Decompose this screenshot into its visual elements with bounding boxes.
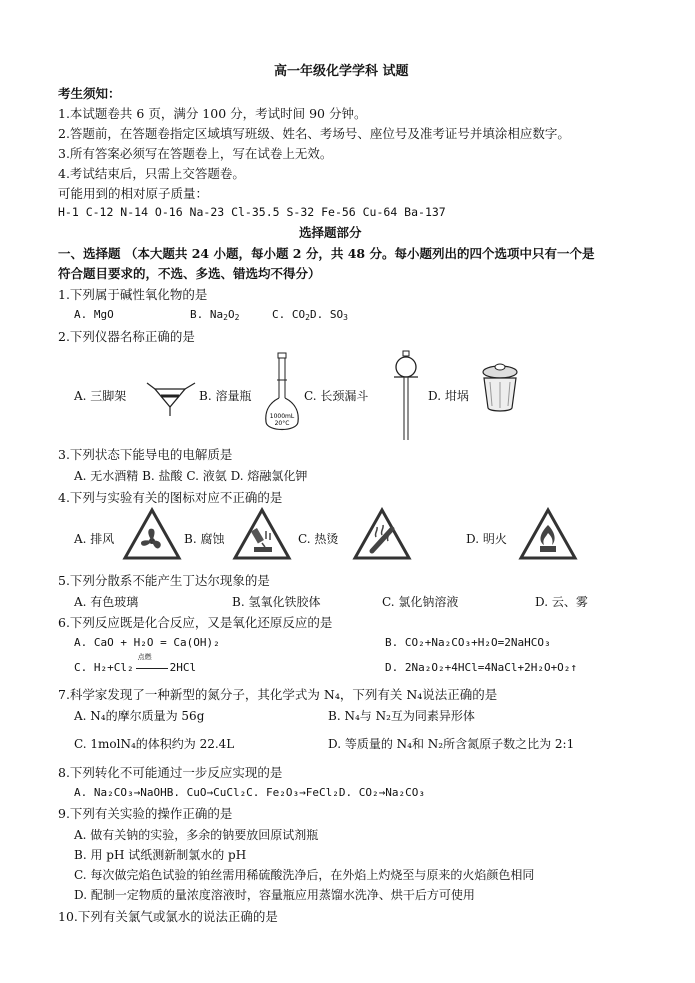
section-instruction-2: 符合题目要求的，不选、多选、错选均不得分）: [58, 266, 321, 281]
volumetric-flask-icon: [263, 352, 301, 436]
notice-item-3: 3.所有答案必须写在答题卷上，写在试卷上无效。: [58, 146, 333, 161]
q3-stem: 3.下列状态下能导电的电解质是: [58, 447, 233, 462]
q7-stem: 7.科学家发现了一种新型的氮分子，其化学式为 N₄，下列有关 N₄说法正确的是: [58, 687, 498, 702]
q7-option-c: C. 1molN₄的体积约为 22.4L: [74, 737, 235, 751]
q9-stem: 9.下列有关实验的操作正确的是: [58, 806, 233, 821]
q6-option-c: C. H₂+Cl₂ 点燃 2HCl: [74, 653, 197, 674]
notice-item-2: 2.答题前，在答题卷指定区域填写班级、姓名、考场号、座位号及准考证号并填涂相应数字。: [58, 126, 570, 141]
q2-option-b: B. 溶量瓶: [199, 389, 252, 403]
atomic-masses: H-1 C-12 N-14 O-16 Na-23 Cl-35.5 S-32 Fe-56 Cu-64 Ba-137: [58, 205, 446, 219]
corrosion-icon: [232, 507, 292, 561]
q7-option-a: A. N₄的摩尔质量为 56g: [74, 709, 205, 723]
tripod-icon: [145, 375, 197, 417]
q9-option-c: C. 每次做完焰色试验的铂丝需用稀硫酸洗净后，在外焰上灼烧至与原来的火焰颜色相同: [74, 868, 535, 882]
q4-option-c: C. 热烫: [298, 532, 339, 546]
q6-option-b: B. CO₂+Na₂CO₃+H₂O=2NaHCO₃: [385, 636, 551, 649]
q7-option-b: B. N₄与 N₂互为同素异形体: [328, 709, 475, 723]
flask-label-temp: 20°C: [274, 420, 290, 427]
q6-option-d: D. 2Na₂O₂+4HCl=4NaCl+2H₂O+O₂↑: [385, 661, 578, 674]
q5-stem: 5.下列分散系不能产生丁达尔现象的是: [58, 573, 270, 588]
q1-option-cd: C. $CO_2D$. $SO_3$: [272, 308, 348, 322]
atomic-heading: 可能用到的相对原子质量：: [58, 186, 209, 201]
q7-option-d: D. 等质量的 N₄和 N₂所含氮原子数之比为 2:1: [328, 737, 575, 751]
q1-option-b: B. $Na_2O_2$: [190, 308, 240, 322]
crucible-icon: [478, 358, 522, 414]
reaction-condition: 点燃: [137, 653, 152, 661]
notice-heading: 考生须知：: [58, 86, 121, 101]
q2-stem: 2.下列仪器名称正确的是: [58, 329, 195, 344]
q9-option-b: B. 用 pH 试纸测新制氯水的 pH: [74, 848, 247, 862]
open-flame-icon: [518, 507, 578, 561]
q9-option-d: D. 配制一定物质的量浓度溶液时，容量瓶应用蒸馏水洗净、烘干后方可使用: [74, 888, 475, 902]
section-instruction-1: 一、选择题 （本大题共 24 小题，每小题 2 分，共 48 分。每小题列出的四个选项中只有一个是: [58, 246, 595, 261]
notice-item-1: 1.本试题卷共 6 页，满分 100 分，考试时间 90 分钟。: [58, 106, 367, 121]
q1-stem: 1.下列属于碱性氧化物的是: [58, 287, 208, 302]
q5-option-a: A. 有色玻璃: [74, 595, 139, 609]
q10-stem: 10.下列有关氯气或氯水的说法正确的是: [58, 909, 278, 924]
q4-option-b: B. 腐蚀: [184, 532, 225, 546]
q2-option-c: C. 长颈漏斗: [304, 389, 369, 403]
q2-option-a: A. 三脚架: [74, 389, 127, 403]
flask-label-volume: 1000mL: [269, 413, 295, 420]
q4-option-a: A. 排风: [74, 532, 115, 546]
q9-option-a: A. 做有关钠的实验，多余的钠要放回原试剂瓶: [74, 828, 319, 842]
q6-stem: 6.下列反应既是化合反应，又是氧化还原反应的是: [58, 615, 333, 630]
q4-option-d: D. 明火: [466, 532, 507, 546]
q5-option-c: C. 氯化钠溶液: [382, 595, 459, 609]
hot-surface-icon: [352, 507, 412, 561]
page-title: 高一年级化学学科 试题: [274, 64, 409, 79]
q1-option-a: A. MgO: [74, 308, 114, 321]
q4-stem: 4.下列与实验有关的图标对应不正确的是: [58, 490, 283, 505]
notice-item-4: 4.考试结束后，只需上交答题卷。: [58, 166, 245, 181]
q8-stem: 8.下列转化不可能通过一步反应实现的是: [58, 765, 283, 780]
funnel-icon: [390, 350, 422, 442]
q2-option-d: D. 坩埚: [428, 389, 469, 403]
q6-option-a: A. CaO + H₂O = Ca(OH)₂: [74, 636, 220, 649]
q3-options: A. 无水酒精 B. 盐酸 C. 液氨 D. 熔融氯化钾: [74, 469, 308, 483]
section-title: 选择题部分: [299, 225, 362, 240]
q5-option-d: D. 云、雾: [535, 595, 588, 609]
ventilation-icon: [122, 507, 182, 561]
q5-option-b: B. 氢氧化铁胶体: [232, 595, 321, 609]
q8-options: A. Na₂CO₃→NaOHB. CuO→CuCl₂C. Fe₂O₃→FeCl₂D. CO₂→Na₂CO₃: [74, 786, 425, 799]
